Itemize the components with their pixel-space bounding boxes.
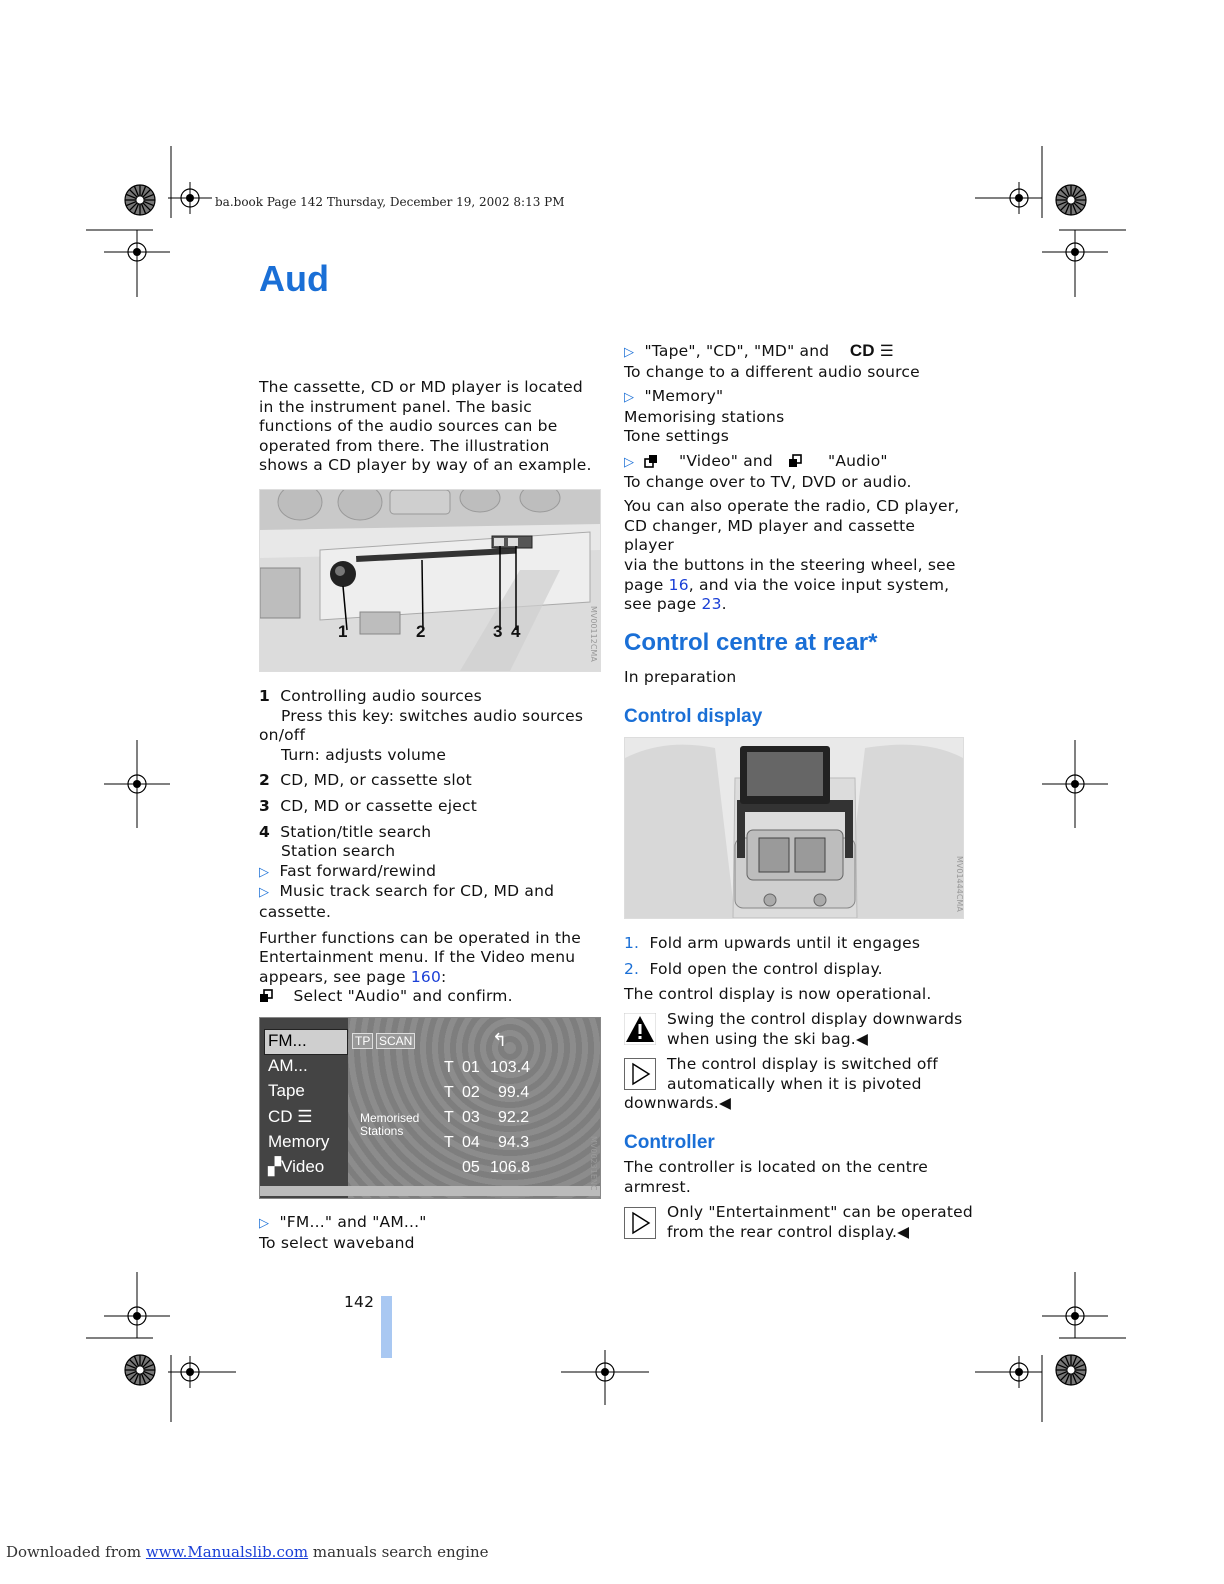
end-mark-icon: ◀: [718, 1094, 732, 1113]
fm-am-desc: To select waveband: [259, 1233, 415, 1252]
bullet-triangle-icon: ▷: [259, 1216, 270, 1231]
station-frequency: 94.3: [498, 1134, 530, 1151]
station-tp-flag: T: [444, 1134, 454, 1151]
operational-text: The control display is now operational.: [624, 985, 932, 1004]
video-mode-icon: [644, 454, 658, 468]
item2-text: CD, MD, or cassette slot: [280, 771, 472, 790]
item3-number: 3: [259, 796, 270, 815]
menu-item-cd-label: CD: [268, 1107, 293, 1126]
bullet-triangle-icon: ▷: [259, 885, 270, 901]
controller-line-a: The controller is located on the centre: [624, 1158, 929, 1176]
audio-video-icon: [259, 989, 273, 1003]
memorised-stations-label: [360, 1112, 419, 1138]
end-mark-icon: ◀: [855, 1029, 869, 1048]
also-line-b: CD changer, MD player and cassette player: [624, 516, 916, 555]
fig3-code: MV01444CMA: [955, 856, 964, 912]
item1-line1: Press this key: switches audio sources: [281, 706, 584, 725]
right-top-block: [624, 341, 969, 615]
in-preparation: In preparation: [624, 668, 737, 686]
bullet-track-search-cont: cassette.: [259, 902, 332, 921]
footer-suffix: manuals search engine: [308, 1543, 489, 1561]
fig1-label-2: 2: [416, 622, 426, 641]
download-footer: [6, 1543, 489, 1561]
bullet-triangle-icon: ▷: [624, 454, 635, 470]
fig1-label-4: 4: [511, 622, 521, 641]
menu-item-tape[interactable]: Tape: [268, 1081, 305, 1100]
memory-desc2: Tone settings: [624, 427, 730, 446]
print-slug: ba.book Page 142 Thursday, December 19, 2002 8:13 PM: [215, 195, 565, 209]
note2-text: [667, 1203, 977, 1242]
bullet-track-search: Music track search for CD, MD and: [279, 882, 555, 901]
also-line-a: You can also operate the radio, CD player,: [624, 497, 960, 516]
page-tab-marker: [381, 1296, 392, 1358]
end-mark-icon: ◀: [897, 1222, 910, 1241]
menu-item-video-label: Video: [281, 1157, 325, 1176]
station-row[interactable]: [444, 1134, 594, 1159]
warning-line-a: Swing the control display downwards: [667, 1010, 963, 1028]
fig1-label-3: 3: [493, 622, 503, 641]
station-row[interactable]: [444, 1059, 594, 1084]
note1-line-a: The control display is switched off: [667, 1055, 938, 1073]
fig1-code: MV00112CMA: [589, 606, 598, 662]
also-line-d1: page: [624, 575, 669, 594]
item1-line1b: on/off: [259, 726, 306, 745]
rear-display-figure: [624, 737, 964, 919]
footer-prefix: Downloaded from: [6, 1543, 146, 1561]
page-number: 142: [344, 1293, 375, 1311]
item4-line1: Station search: [281, 842, 396, 861]
step2-text: Fold open the control display.: [649, 959, 883, 978]
intro-paragraph: The cassette, CD or MD player is located in the instrument panel. The basic functions of the audio sources can be operated from there. The illustration shows a CD player by way of an example.: [259, 378, 592, 475]
also-line-d2: , and via the voice input system,: [688, 575, 950, 594]
station-tp-flag: T: [444, 1109, 454, 1126]
warning-line-b: when using the ski bag.: [667, 1029, 856, 1048]
memory-desc1: Memorising stations: [624, 407, 785, 426]
list-icon: ☰: [879, 342, 895, 360]
cd-menu-icon-text: CD: [849, 341, 875, 360]
station-tp-flag: T: [444, 1059, 454, 1076]
bullet-triangle-icon: ▷: [259, 864, 270, 880]
station-number: 05: [462, 1159, 480, 1176]
controller-line-b: armrest.: [624, 1177, 691, 1196]
scan-button[interactable]: SCAN: [376, 1033, 415, 1049]
further-line-b: Entertainment menu. If the Video menu: [259, 948, 576, 967]
subheading-control-display: Control display: [624, 706, 763, 727]
subheading-controller: Controller: [624, 1132, 715, 1153]
right-bottom-block: [624, 934, 969, 1005]
station-frequency: 103.4: [490, 1059, 531, 1076]
station-list: [444, 1059, 594, 1184]
cd-player-figure: [259, 489, 601, 672]
warning-text: [667, 1010, 977, 1049]
video-icon: ▞: [268, 1157, 282, 1176]
rear-display-illustration: [625, 738, 963, 918]
bullet-triangle-icon: ▷: [624, 390, 635, 406]
memorised-label-line1: Memorised: [360, 1111, 420, 1125]
step2-number: 2.: [624, 959, 640, 978]
station-number: 02: [462, 1084, 480, 1101]
item4-title: Station/title search: [280, 822, 432, 841]
also-line-e2: .: [721, 595, 727, 614]
station-frequency: 99.4: [498, 1084, 530, 1101]
back-arrow-icon[interactable]: ↰: [492, 1030, 508, 1050]
station-tp-flag: T: [444, 1084, 454, 1101]
station-frequency: 92.2: [498, 1109, 530, 1126]
bullet-fast-forward: Fast forward/rewind: [279, 861, 437, 880]
also-line-c: via the buttons in the steering wheel, see: [624, 555, 956, 574]
tape-cd-md-label: "Tape", "CD", "MD" and: [644, 342, 830, 360]
audio-label: "Audio": [828, 451, 888, 470]
item1-title: Controlling audio sources: [280, 687, 482, 705]
item2-number: 2: [259, 771, 270, 790]
further-line-a: Further functions can be operated in the: [259, 928, 581, 947]
note-icon: [624, 1207, 656, 1243]
tp-button[interactable]: TP: [352, 1033, 373, 1049]
manualslib-link[interactable]: www.Manualslib.com: [145, 1543, 309, 1561]
page-link-160[interactable]: 160: [410, 967, 442, 986]
item3-text: CD, MD or cassette eject: [280, 796, 477, 815]
further-colon: :: [441, 967, 447, 986]
controller-text: [624, 1158, 969, 1197]
station-row[interactable]: [444, 1109, 594, 1134]
tape-desc: To change to a different audio source: [624, 362, 920, 381]
menu-item-fm[interactable]: FM...: [268, 1031, 307, 1050]
page-heading: Aud: [259, 258, 329, 299]
note1-line-c: downwards.: [624, 1094, 719, 1113]
memory-label: "Memory": [644, 387, 724, 406]
item1-number: 1: [259, 687, 270, 705]
video-desc: To change over to TV, DVD or audio.: [624, 472, 912, 491]
note1-line-b: automatically when it is pivoted: [667, 1074, 922, 1093]
item1-line2: Turn: adjusts volume: [281, 745, 447, 764]
station-row[interactable]: [444, 1084, 594, 1109]
station-number: 04: [462, 1134, 480, 1151]
station-row[interactable]: [444, 1159, 594, 1184]
page-link-16[interactable]: 16: [668, 575, 689, 594]
audio-mode-icon: [788, 454, 802, 468]
bullet-triangle-icon: ▷: [624, 345, 635, 360]
page-link-23[interactable]: 23: [701, 595, 722, 614]
warning-icon: [624, 1013, 656, 1049]
section-title: Control centre at rear*: [624, 629, 878, 656]
fm-am-label: "FM..." and "AM...": [279, 1213, 427, 1231]
note2-line-b: from the rear control display.: [667, 1222, 898, 1241]
note2-line-a: Only "Entertainment" can be operated: [667, 1203, 973, 1221]
memorised-label-line2: Stations: [360, 1124, 404, 1138]
entertainment-menu-screen: [259, 1017, 601, 1199]
further-line-c: appears, see page: [259, 967, 411, 986]
select-audio-text: Select "Audio" and confirm.: [293, 987, 513, 1006]
fm-am-block: [259, 1213, 599, 1253]
note1-text: [624, 1055, 969, 1114]
menu-item-cd[interactable]: [268, 1107, 313, 1127]
also-line-e1: see page: [624, 595, 702, 614]
legend-list: [259, 687, 604, 1007]
menu-item-memory[interactable]: Memory: [268, 1132, 330, 1151]
station-number: 03: [462, 1109, 480, 1126]
step1-number: 1.: [624, 934, 640, 952]
station-number: 01: [462, 1059, 480, 1076]
cd-player-illustration: [260, 490, 600, 671]
cd-list-icon: ☰: [297, 1107, 313, 1126]
item4-number: 4: [259, 822, 270, 841]
menu-item-video[interactable]: [268, 1157, 324, 1177]
menu-item-am[interactable]: AM...: [268, 1056, 308, 1075]
video-label: "Video" and: [678, 451, 773, 470]
station-frequency: 106.8: [490, 1159, 531, 1176]
step1-text: Fold arm upwards until it engages: [649, 934, 921, 952]
fig1-label-1: 1: [338, 622, 348, 641]
fig2-code: MV00231ENC: [589, 1136, 598, 1191]
